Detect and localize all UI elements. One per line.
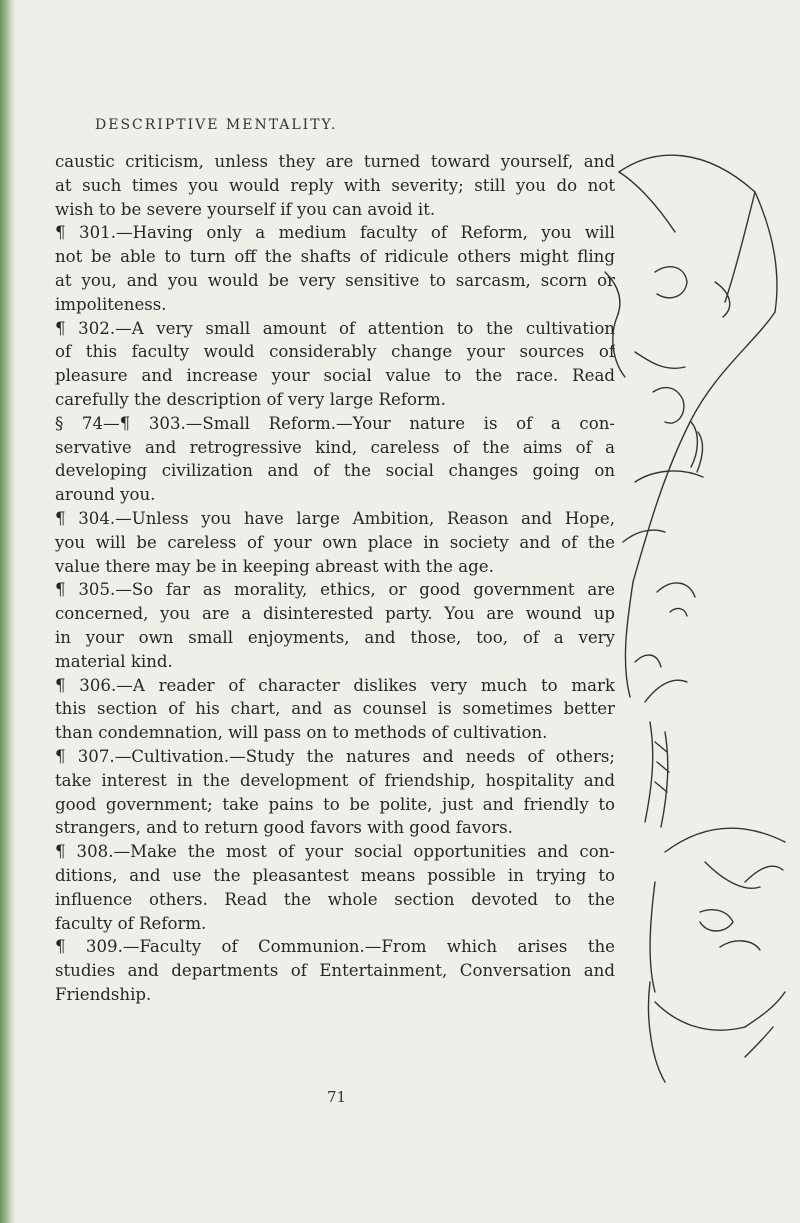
text-line: around you. [55,485,156,505]
phrenology-head-illustration [595,122,790,1102]
text-line: ¶ 301.—Having only a medium faculty of Reform, you will [55,223,615,243]
text-line: than condemnation, will pass on to methods of cultivation. [55,723,548,743]
text-line: of this faculty would considerably change your sources of [55,342,615,362]
text-line: ¶ 306.—A reader of character dislikes very much to mark [55,675,615,695]
text-line: ¶ 302.—A very small amount of attention to the cultivation [55,318,615,338]
text-line: ¶ 309.—Faculty of Communion.—From which arises the [55,937,615,957]
body-text [55,150,615,1007]
text-line: take interest in the development of friendship, hospitality and [55,770,615,790]
text-line: developing civilization and of the social changes going on [55,461,615,481]
text-line: this section of his chart, and as counsel is sometimes better [55,699,615,719]
text-line: at such times you would reply with severity; still you do not [55,175,615,195]
text-line: you will be careless of your own place in society and of the [55,532,615,552]
text-line: ditions, and use the pleasantest means possible in trying to [55,865,615,885]
head-outline-drawing [595,122,790,1102]
text-line: ¶ 308.—Make the most of your social opportunities and con- [55,842,615,862]
running-header: DESCRIPTIVE MENTALITY. [95,117,338,133]
text-line: in your own small enjoyments, and those, too, of a very [55,627,615,647]
text-line: wish to be severe yourself if you can avoid it. [55,199,436,219]
text-line: § 74—¶ 303.—Small Reform.—Your nature is of a con- [55,413,615,433]
text-line: Friendship. [55,984,152,1004]
text-line: influence others. Read the whole section devoted to the [55,889,615,909]
text-line: studies and departments of Entertainment, Conversation and [55,961,615,981]
text-line: at you, and you would be very sensitive to sarcasm, scorn or [55,270,615,290]
text-line: impoliteness. [55,294,167,314]
page-number: 71 [327,1088,347,1106]
text-line: concerned, you are a disinterested party. You are wound up [55,604,615,624]
book-binding-edge [0,0,16,1223]
text-line: pleasure and increase your social value to the race. Read [55,366,615,386]
text-line: carefully the description of very large Reform. [55,389,446,409]
text-line: faculty of Reform. [55,913,207,933]
text-line: value there may be in keeping abreast with the age. [55,556,494,576]
text-line: caustic criticism, unless they are turned toward yourself, and [55,152,615,171]
text-line: good government; take pains to be polite, just and friendly to [55,794,615,814]
text-line: ¶ 307.—Cultivation.—Study the natures and needs of others; [55,746,615,766]
text-line: strangers, and to return good favors with good favors. [55,818,513,838]
text-line: ¶ 304.—Unless you have large Ambition, Reason and Hope, [55,508,615,528]
text-line: not be able to turn off the shafts of ridicule others might fling [55,247,615,267]
text-line: servative and retrogressive kind, careless of the aims of a [55,437,615,457]
text-line: ¶ 305.—So far as morality, ethics, or good government are [55,580,615,600]
text-line: material kind. [55,651,173,671]
